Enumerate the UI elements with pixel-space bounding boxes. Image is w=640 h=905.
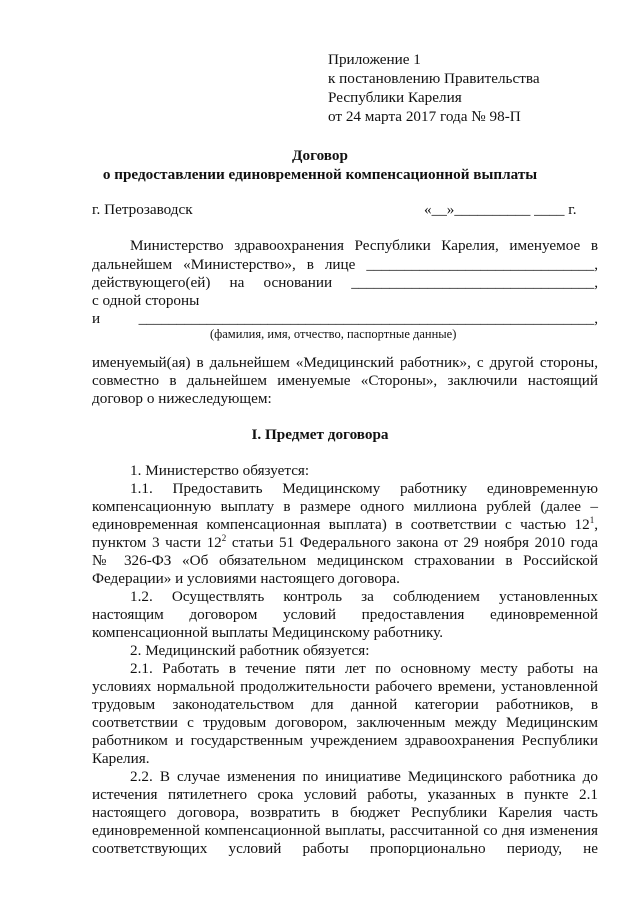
clause-1-1-line-6: Федерации» и условиями настоящего договора. xyxy=(92,570,400,587)
clause-2-1-line-5: работником и государственным учреждением здравоохранения Республики xyxy=(92,732,598,749)
intro-line-8: договор о нижеследующем: xyxy=(92,390,272,407)
intro-fio-note: (фамилия, имя, отчество, паспортные данные) xyxy=(210,327,457,341)
intro-line-2: дальнейшем «Министерство», в лице ______________________________, xyxy=(92,256,598,273)
clause-1-1-line-1: 1.1. Предоставить Медицинскому работнику единовременную xyxy=(130,480,598,497)
intro-line-3: действующего(ей) на основании ________________________________, xyxy=(92,274,598,291)
clause-1: 1. Министерство обязуется: xyxy=(130,462,310,479)
clause-1-1-line-2: компенсационную выплату в размере одного миллиона рублей (далее – xyxy=(92,498,598,515)
appendix-line-2: к постановлению Правительства xyxy=(328,70,540,87)
intro-line-5: и ____________________________________________________________, xyxy=(92,310,598,327)
clause-2-1-line-4: соответствии с трудовым договором, заключенным между Медицинским xyxy=(92,714,598,731)
clause-1-2-line-3: компенсационной выплаты Медицинскому работнику. xyxy=(92,624,443,641)
doc-title: Договор xyxy=(292,147,348,164)
clause-2-1-line-6: Карелия. xyxy=(92,750,150,767)
section-heading: I. Предмет договора xyxy=(251,426,389,443)
appendix-line-1: Приложение 1 xyxy=(328,51,421,68)
place-city: г. Петрозаводск xyxy=(92,201,193,218)
place-date: «__»__________ ____ г. xyxy=(424,201,577,218)
appendix-line-4: от 24 марта 2017 года № 98-П xyxy=(328,108,521,125)
appendix-line-3: Республики Карелия xyxy=(328,89,462,106)
intro-line-4: с одной стороны xyxy=(92,292,200,309)
clause-2: 2. Медицинский работник обязуется: xyxy=(130,642,370,659)
intro-line-7: совместно в дальнейшем именуемые «Стороны», заключили настоящий xyxy=(92,372,598,389)
clause-2-2-line-3: настоящего договора, возвратить в бюджет Республики Карелия часть xyxy=(92,804,598,821)
clause-2-2-line-4: единовременной компенсационной выплаты, рассчитанной со дня изменения xyxy=(92,822,598,839)
intro-line-1: Министерство здравоохранения Республики Карелия, именуемое в xyxy=(130,237,598,254)
clause-1-2-line-2: настоящим договором условий предоставления единовременной xyxy=(92,606,598,623)
clause-1-2-line-1: 1.2. Осуществлять контроль за соблюдением установленных xyxy=(130,588,598,605)
intro-line-6: именуемый(ая) в дальнейшем «Медицинский работник», с другой стороны, xyxy=(92,354,598,371)
clause-2-1-line-2: условиях нормальной продолжительности рабочего времени, установленной xyxy=(92,678,598,695)
clause-1-1-line-3: единовременная компенсационная выплата) в соответствии с частью $12^1$, xyxy=(92,515,598,533)
clause-1-1-line-5: № 326-ФЗ «Об обязательном медицинском страховании в Российской xyxy=(92,552,598,569)
clause-2-1-line-3: трудовым законодательством для данной категории работников, в xyxy=(92,696,598,713)
doc-subtitle: о предоставлении единовременной компенсационной выплаты xyxy=(102,166,538,183)
clause-2-1-line-1: 2.1. Работать в течение пяти лет по основному месту работы на xyxy=(130,660,598,677)
clause-2-2-line-5: соответствующих условий работы пропорционально периоду, не xyxy=(92,840,598,857)
clause-1-1-line-4: пунктом 3 части $12^2$ статьи 51 Федерального закона от 29 ноября 2010 года xyxy=(92,533,598,551)
clause-2-2-line-1: 2.2. В случае изменения по инициативе Медицинского работника до xyxy=(130,768,598,785)
clause-2-2-line-2: истечения пятилетнего срока условий работы, указанных в пункте 2.1 xyxy=(92,786,598,803)
